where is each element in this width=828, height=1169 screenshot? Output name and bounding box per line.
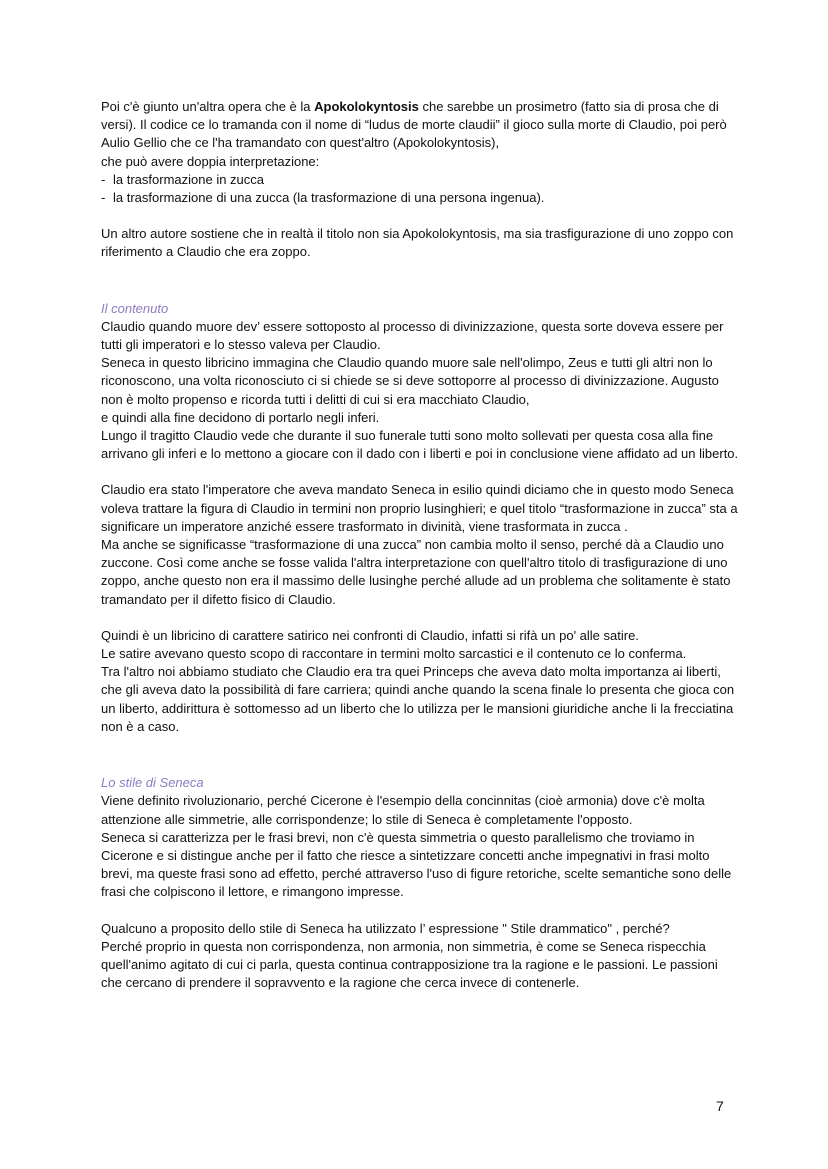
- intro-line: che può avere doppia interpretazione:: [101, 153, 320, 169]
- paragraph: Perché proprio in questa non corrispondenza, non armonia, non simmetria, è come se Seneca rispecchia quell'animo agitato di cui ci parla, questa continua contrapposizione tra la ragione e le passioni. Le passioni che cercano di prendere il sopravvento e la ragione che cerca invece di contenerle.: [101, 938, 718, 991]
- list-item: - la trasformazione in zucca: [101, 171, 265, 187]
- paragraph: e quindi alla fine decidono di portarlo negli inferi.: [101, 409, 380, 425]
- paragraph: Claudio era stato l'imperatore che aveva mandato Seneca in esilio quindi diciamo che in questo modo Seneca voleva trattare la figura di Claudio in termini non proprio lusinghieri; e quel titolo “trasformazione in zucca” sta a significare un imperatore anziché essere trasformato in divinità, viene trasformata in zucca .: [101, 482, 738, 534]
- section-heading-stile: Lo stile di Seneca: [101, 775, 204, 791]
- paragraph: Qualcuno a proposito dello stile di Seneca ha utilizzato l’ espressione " Stile drammatico" , perché?: [101, 920, 670, 936]
- paragraph: Seneca in questo libricino immagina che Claudio quando muore sale nell'olimpo, Zeus e tutti gli altri non lo riconoscono, una volta riconosciuto ci si chiede se si deve sottoporre al processo di divinizzazione. Augusto non è molto propenso e ricorda tutti i delitti di cui si era macchiato Claudio,: [101, 355, 719, 407]
- paragraph: Tra l'altro noi abbiamo studiato che Claudio era tra quei Princeps che aveva dato molta importanza ai liberti, che gli aveva dato la possibilità di fare carriera; quindi anche quando la scena finale lo presenta che gioca con un liberto, addirittura è sottomesso ad un liberto che lo utilizza per le mansioni giuridiche anche li la frecciatina non è a caso.: [101, 664, 735, 734]
- intro-paragraph: Poi c'è giunto un'altra opera che è la Apokolokyntosis che sarebbe un prosimetro (fatto sia di prosa che di versi). Il codice ce lo tramanda con il nome di “ludus de morte claudii” il gioco sulla morte di Claudio, poi però Aulio Gellio che ce l'ha tramandato con quest'altro (Apokolokyntosis),: [101, 99, 727, 151]
- page-number: 7: [716, 1098, 724, 1114]
- work-title: Apokolokyntosis: [314, 99, 419, 114]
- paragraph: Quindi è un libricino di carattere satirico nei confronti di Claudio, infatti si rifà un po' alle satire.: [101, 627, 639, 643]
- paragraph: Ma anche se significasse “trasformazione di una zucca” non cambia molto il senso, perché dà a Claudio uno zuccone. Così come anche se fosse valida l'altra interpretazione con quell'altro titolo di trasfigurazione di uno zoppo, anche questo non era il massimo delle lusinghe perché allude ad un problema che solitamente è stato tramandato per il difetto fisico di Claudio.: [101, 537, 731, 607]
- section-heading-contenuto: Il contenuto: [101, 300, 169, 316]
- paragraph: Le satire avevano questo scopo di raccontare in termini molto sarcastici e il contenuto ce lo conferma.: [101, 646, 687, 662]
- intro-paragraph-2: Un altro autore sostiene che in realtà il titolo non sia Apokolokyntosis, ma sia trasfigurazione di uno zoppo con riferimento a Claudio che era zoppo.: [101, 226, 734, 260]
- list-item: - la trasformazione di una zucca (la trasformazione di una persona ingenua).: [101, 190, 545, 206]
- paragraph: Viene definito rivoluzionario, perché Cicerone è l'esempio della concinnitas (cioè armonia) dove c'è molta attenzione alle simmetrie, alle corrispondenze; lo stile di Seneca è completamente l'opposto.: [101, 793, 705, 827]
- paragraph: Seneca si caratterizza per le frasi brevi, non c'è questa simmetria o questo parallelismo che troviamo in Cicerone e si distingue anche per il fatto che riesce a sintetizzare concetti anche impegnativi in frasi molto brevi, ma queste frasi sono ad effetto, perché attraverso l'uso di figure retoriche, scelte semantiche sono delle frasi che colpiscono il lettore, e rimangono impresse.: [101, 829, 732, 900]
- paragraph: Lungo il tragitto Claudio vede che durante il suo funerale tutti sono molto sollevati per questa cosa alla fine arrivano gli inferi e lo mettono a giocare con il dado con i liberti e poi in conclusione viene affidato ad un liberto.: [101, 428, 739, 462]
- document-page: [101, 98, 741, 992]
- paragraph: Claudio quando muore dev’ essere sottoposto al processo di divinizzazione, questa sorte doveva essere per tutti gli imperatori e lo stesso valeva per Claudio.: [101, 318, 724, 353]
